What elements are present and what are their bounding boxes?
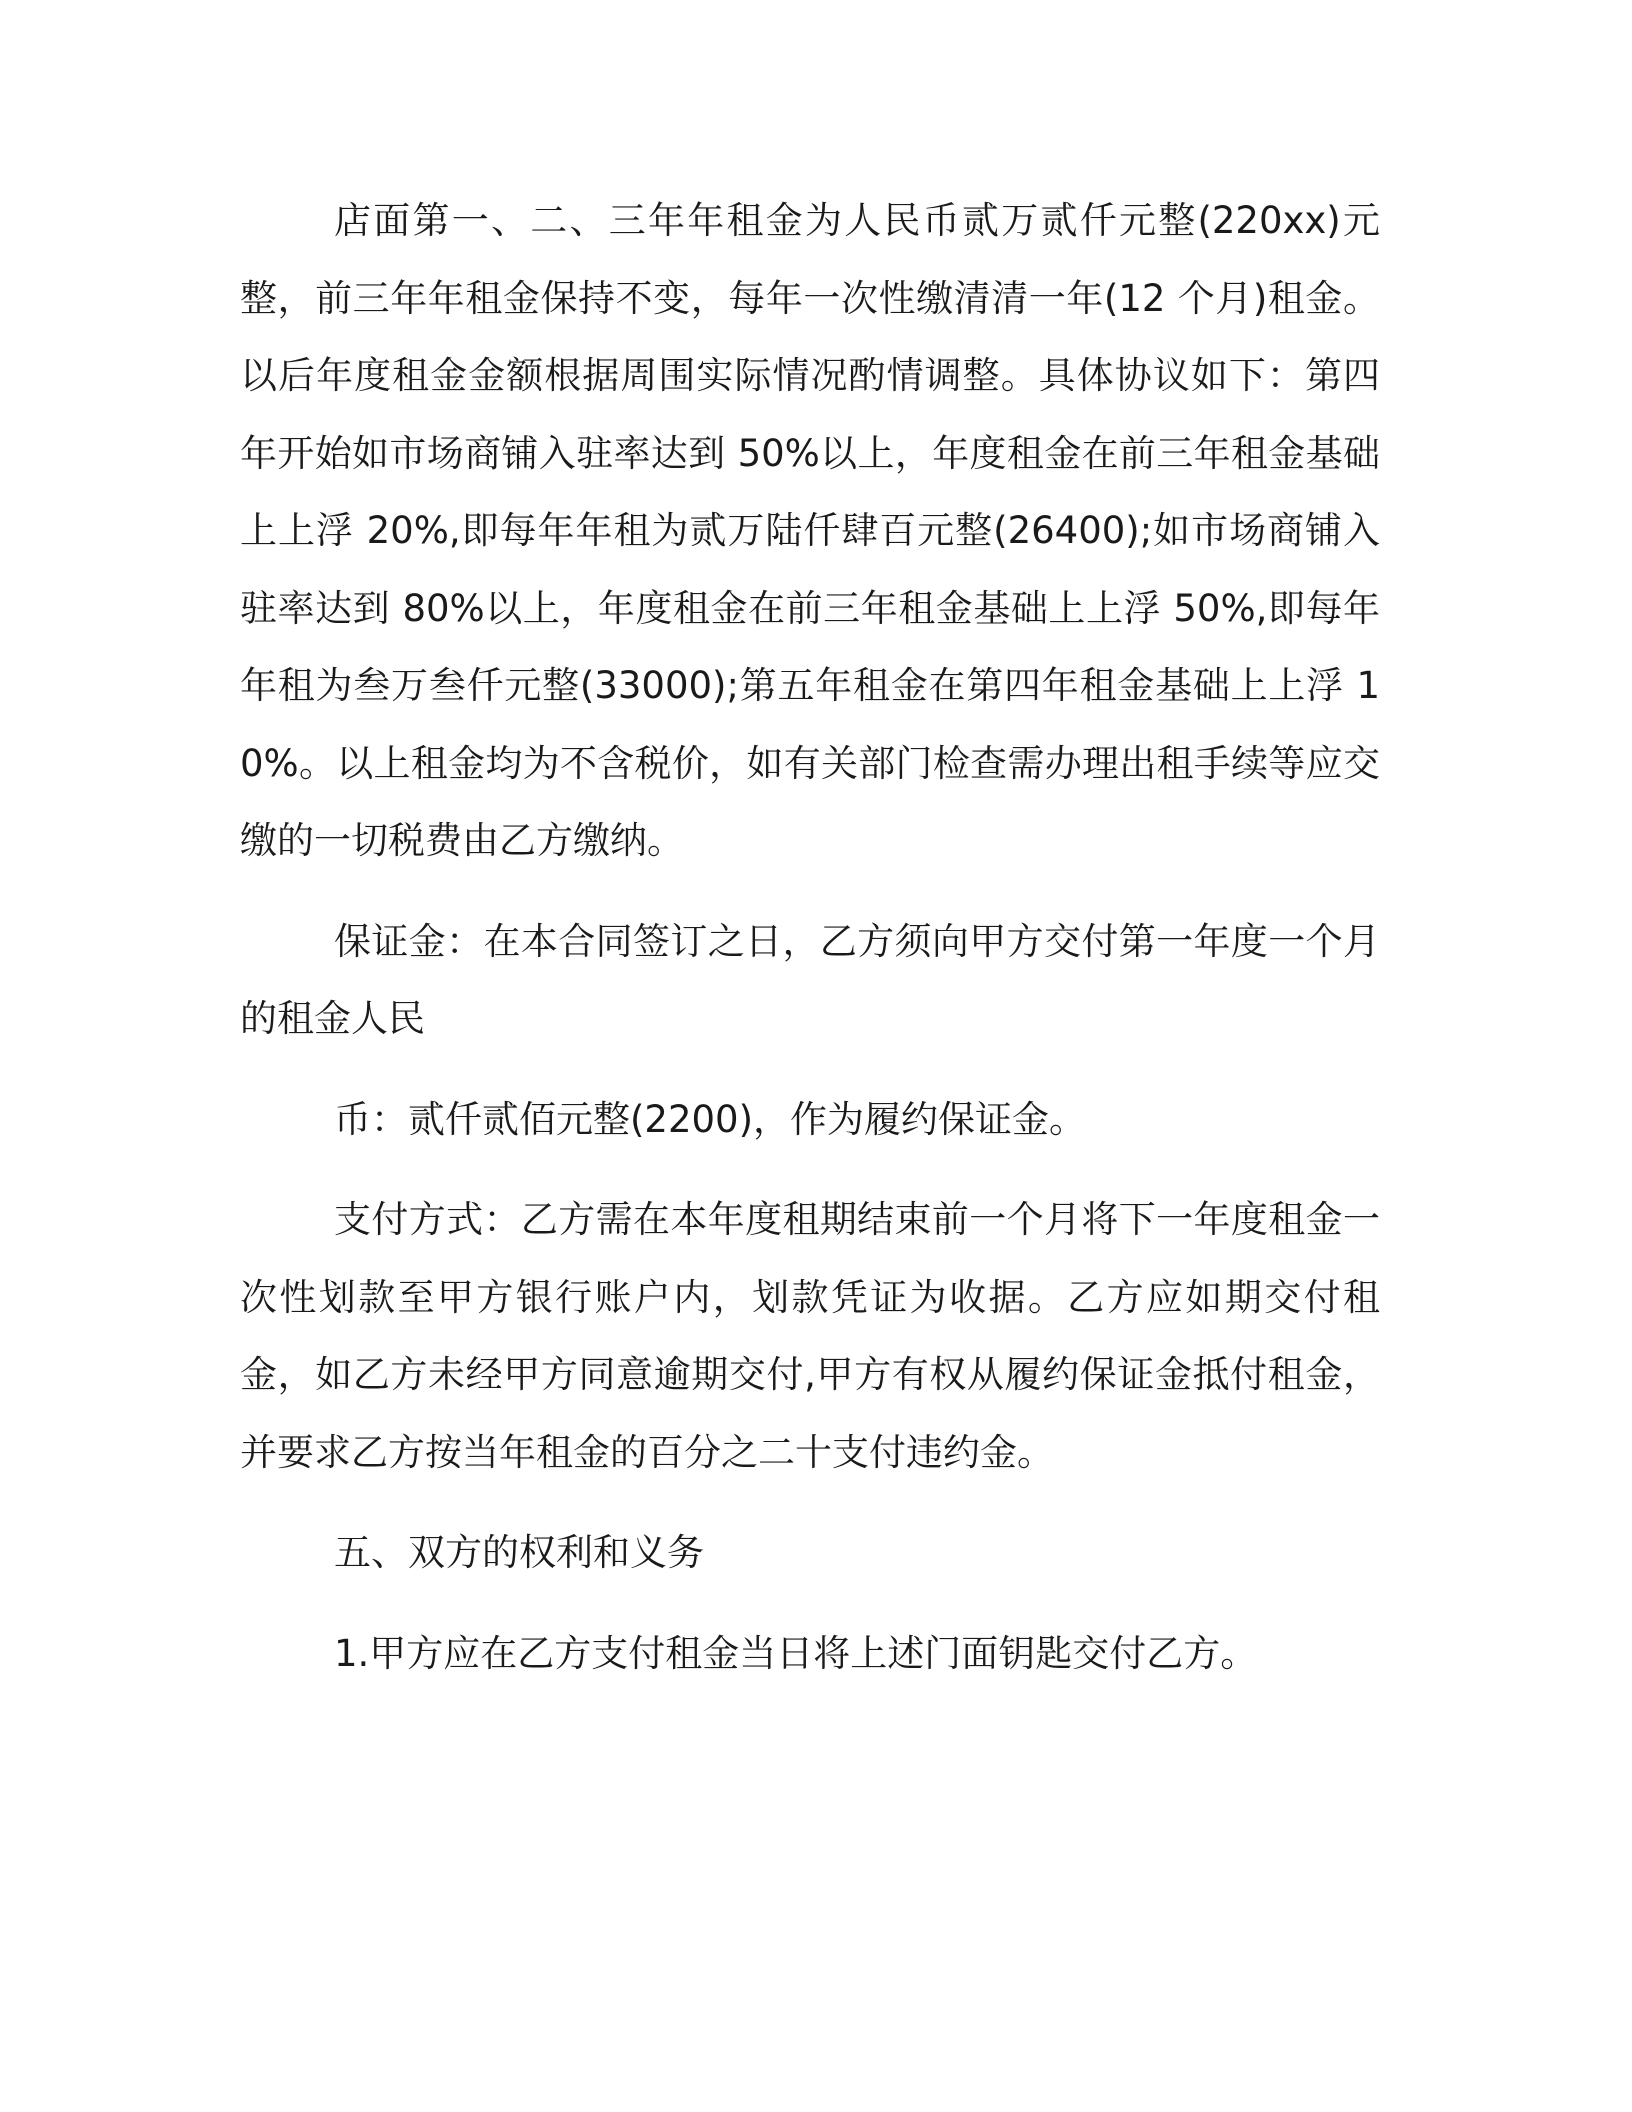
section-heading-rights-obligations: 五、双方的权利和义务 xyxy=(334,1531,704,1574)
paragraph-gap xyxy=(240,1491,1380,1514)
paragraph-gap xyxy=(240,1592,1380,1615)
document-body xyxy=(240,182,1380,1692)
paragraph-payment-method: 支付方式：乙方需在本年度租期结束前一个月将下一年度租金一次性划款至甲方银行账户内，划款凭证为收据。乙方应如期交付租金，如乙方未经甲方同意逾期交付,甲方有权从履约保证金抵付租金，并要求乙方按当年租金的百分之二十支付违约金。 xyxy=(240,1198,1380,1474)
paragraph-deposit-line-2: 币：贰仟贰佰元整(2200)，作为履约保证金。 xyxy=(334,1097,1087,1141)
paragraph-deposit-line-1: 保证金：在本合同签订之日，乙方须向甲方交付第一年度一个月的租金人民 xyxy=(240,919,1380,1040)
paragraph-rent-terms: 店面第一、二、三年年租金为人民币贰万贰仟元整(220xx)元整，前三年年租金保持不变，每年一次性缴清清一年(12 个月)租金。以后年度租金金额根据周围实际情况酌情调整。具体协议如下：第四年开始如市场商铺入驻率达到 50%以上，年度租金在前三年租金基础上上浮 20%,即每年年租为贰万陆仟肆百元整(26400);如市场商铺入驻率达到 80%以上，年度租金在前三年租金基础上上浮 50%,即每年年租为叁万叁仟元整(33000);第五年租金在第四年租金基础上上浮 10%。以上租金均为不含税价，如有关部门检查需办理出租手续等应交缴的一切税费由乙方缴纳。 xyxy=(240,199,1380,862)
paragraph-gap xyxy=(240,1058,1380,1081)
paragraph-gap xyxy=(240,880,1380,903)
paragraph-gap xyxy=(240,1158,1380,1181)
paragraph-clause-1: 1.甲方应在乙方支付租金当日将上述门面钥匙交付乙方。 xyxy=(334,1631,1258,1675)
